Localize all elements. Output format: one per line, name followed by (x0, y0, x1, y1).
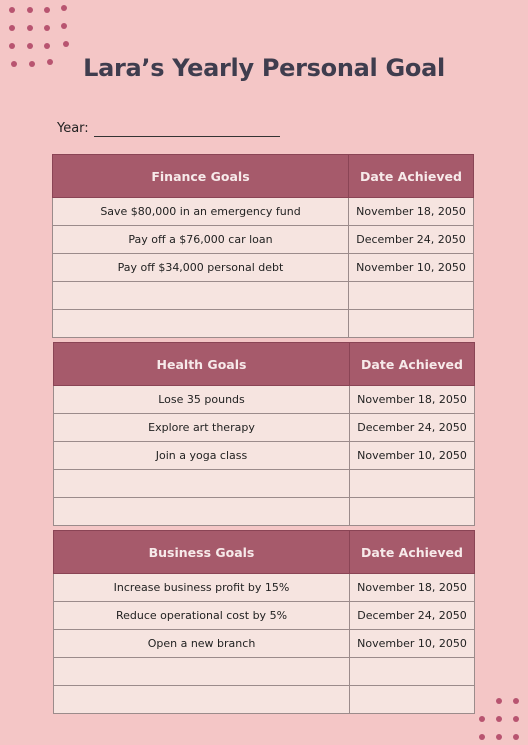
date-cell[interactable]: December 24, 2050 (350, 602, 475, 630)
table-row (54, 498, 475, 526)
decorative-dot (27, 7, 33, 13)
decorative-dot (496, 698, 502, 704)
table-row (54, 630, 475, 658)
table-header-row (54, 531, 475, 574)
table-row (54, 658, 475, 686)
decorative-dot (513, 734, 519, 740)
table-row (53, 310, 474, 338)
decorative-dot (513, 698, 519, 704)
date-cell[interactable] (349, 310, 474, 338)
business-goals-table (53, 530, 475, 714)
business-goals-header: Business Goals (54, 531, 350, 574)
table-row (54, 386, 475, 414)
decorative-dot (479, 734, 485, 740)
date-cell[interactable]: November 18, 2050 (350, 574, 475, 602)
goal-cell[interactable] (53, 310, 349, 338)
decorative-dot (479, 716, 485, 722)
health-goals-table (53, 342, 475, 526)
finance-goals-table (52, 154, 474, 338)
health-goals-header: Health Goals (54, 343, 350, 386)
goal-cell[interactable]: Explore art therapy (54, 414, 350, 442)
table-row (53, 282, 474, 310)
date-cell[interactable]: November 10, 2050 (349, 254, 474, 282)
decorative-dot (9, 7, 15, 13)
date-cell[interactable]: December 24, 2050 (350, 414, 475, 442)
year-field[interactable] (94, 136, 280, 137)
table-header-row (54, 343, 475, 386)
table-row (53, 254, 474, 282)
date-achieved-header: Date Achieved (350, 531, 475, 574)
goal-cell[interactable]: Reduce operational cost by 5% (54, 602, 350, 630)
table-row (54, 602, 475, 630)
goal-cell[interactable]: Lose 35 pounds (54, 386, 350, 414)
date-cell[interactable] (350, 686, 475, 714)
decorative-dot (63, 41, 69, 47)
decorative-dot (61, 5, 67, 11)
goal-cell[interactable] (54, 498, 350, 526)
table-row (53, 198, 474, 226)
goal-cell[interactable]: Pay off a $76,000 car loan (53, 226, 349, 254)
decorative-dot (27, 25, 33, 31)
date-cell[interactable] (350, 658, 475, 686)
decorative-dot (44, 7, 50, 13)
decorative-dot (44, 43, 50, 49)
date-cell[interactable]: November 10, 2050 (350, 630, 475, 658)
goal-cell[interactable]: Increase business profit by 15% (54, 574, 350, 602)
date-cell[interactable] (350, 498, 475, 526)
goal-cell[interactable] (54, 686, 350, 714)
decorative-dot (9, 25, 15, 31)
goal-cell[interactable] (54, 470, 350, 498)
table-row (54, 686, 475, 714)
date-cell[interactable]: November 18, 2050 (350, 386, 475, 414)
table-header-row (53, 155, 474, 198)
decorative-dot (27, 43, 33, 49)
table-row (54, 574, 475, 602)
table-row (53, 226, 474, 254)
date-cell[interactable] (349, 282, 474, 310)
decorative-dot (9, 43, 15, 49)
table-row (54, 470, 475, 498)
decorative-dot (496, 734, 502, 740)
year-label: Year: (57, 121, 89, 136)
date-achieved-header: Date Achieved (349, 155, 474, 198)
date-cell[interactable]: December 24, 2050 (349, 226, 474, 254)
decorative-dot (513, 716, 519, 722)
goal-cell[interactable]: Join a yoga class (54, 442, 350, 470)
table-row (54, 414, 475, 442)
goal-cell[interactable]: Pay off $34,000 personal debt (53, 254, 349, 282)
goal-cell[interactable]: Open a new branch (54, 630, 350, 658)
goal-cell[interactable]: Save $80,000 in an emergency fund (53, 198, 349, 226)
table-row (54, 442, 475, 470)
goal-cell[interactable] (53, 282, 349, 310)
page-title: Lara’s Yearly Personal Goal (83, 54, 445, 82)
decorative-dot (496, 716, 502, 722)
date-achieved-header: Date Achieved (350, 343, 475, 386)
date-cell[interactable]: November 10, 2050 (350, 442, 475, 470)
goal-cell[interactable] (54, 658, 350, 686)
date-cell[interactable]: November 18, 2050 (349, 198, 474, 226)
decorative-dot (61, 23, 67, 29)
date-cell[interactable] (350, 470, 475, 498)
finance-goals-header: Finance Goals (53, 155, 349, 198)
decorative-dot (44, 25, 50, 31)
